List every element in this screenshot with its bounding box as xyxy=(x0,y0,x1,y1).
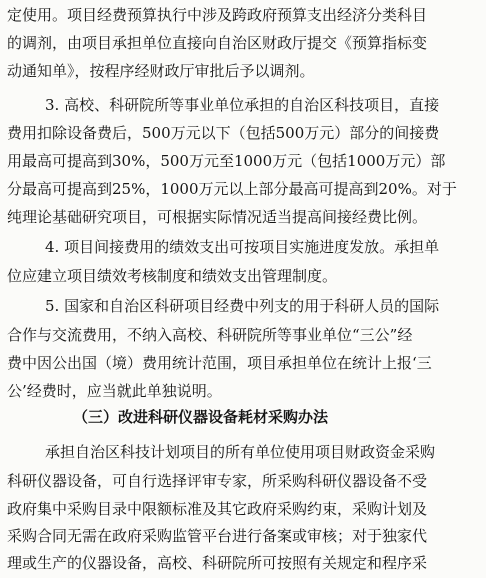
text-line: 理或生产的仪器设备，高校、科研院所可按照有关规定和程序采 xyxy=(7,554,428,572)
text-line: 的调剂，由项目承担单位直接向自治区财政厅提交《预算指标变 xyxy=(7,34,428,52)
text-line: 3. 高校、科研院所等事业单位承担的自治区科技项目，直接 xyxy=(45,96,440,114)
text-line: 位应建立项目绩效考核制度和绩效支出管理制度。 xyxy=(7,267,338,285)
text-line: 定使用。项目经费预算执行中涉及跨政府预算支出经济分类科目 xyxy=(7,6,428,24)
section-heading: （三）改进科研仪器设备耗材采购办法 xyxy=(73,408,329,426)
text-line: 科研仪器设备，可自行选择评审专家，所采购科研仪器设备不受 xyxy=(7,472,428,490)
text-line: 费用扣除设备费后，500万元以下（包括500万元）部分的间接费 xyxy=(7,124,440,142)
text-line: 用最高可提高到30%，500万元至1000万元（包括1000万元）部 xyxy=(7,152,446,170)
text-line: 采购合同无需在政府采购监管平台进行备案或审核；对于独家代 xyxy=(7,527,428,545)
text-line: 5. 国家和自治区科研项目经费中列支的用于科研人员的国际 xyxy=(45,297,440,315)
text-line: 政府集中采购目录中限额标准及其它政府采购约束，采购计划及 xyxy=(7,500,428,518)
text-line: 4. 项目间接费用的绩效支出可按项目实施进度发放。承担单 xyxy=(45,238,440,256)
text-line: 承担自治区科技计划项目的所有单位使用项目财政资金采购 xyxy=(45,443,436,461)
text-line: 合作与交流费用，不纳入高校、科研院所等事业单位“三公”经 xyxy=(7,326,413,344)
text-line: 费中因公出国（境）费用统计范围，项目承担单位在统计上报‘三 xyxy=(7,354,432,372)
text-line: 分最高可提高到25%，1000万元以上部分最高可提高到20%。对于 xyxy=(7,180,457,198)
text-line: 纯理论基础研究项目，可根据实际情况适当提高间接经费比例。 xyxy=(7,208,428,226)
text-line: 动通知单》，按程序经财政厅审批后予以调剂。 xyxy=(7,62,315,80)
text-line: 公’经费时，应当就此单独说明。 xyxy=(7,382,222,400)
